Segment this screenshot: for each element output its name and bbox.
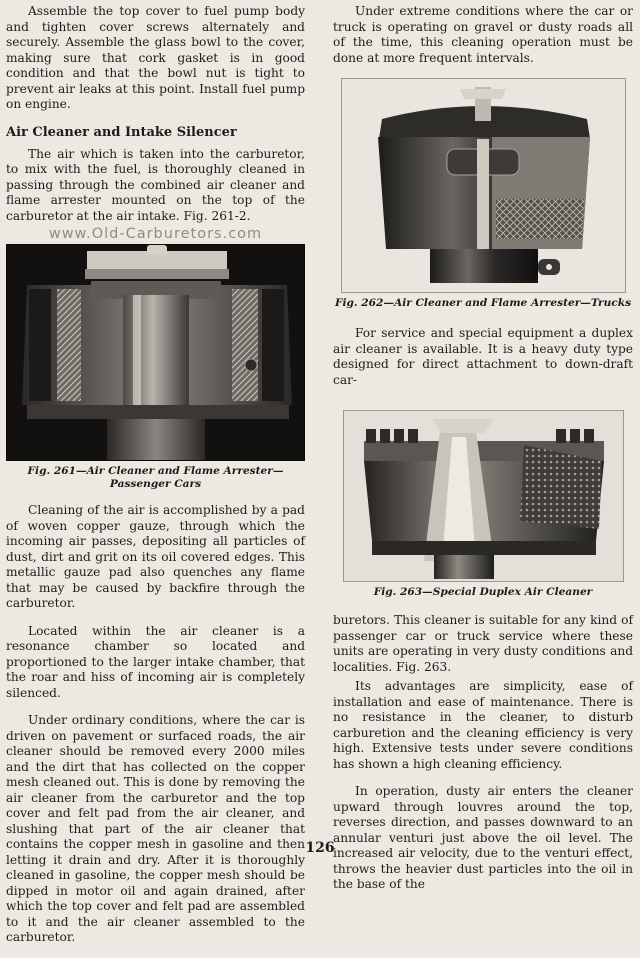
air-cleaner-truck-illustration (342, 79, 625, 292)
paragraph-advantages: Its advantages are simplicity, ease of installation and ease of maintenance. There is no resistance in the cleaner, to disturb carburetion and the cleaning efficiency is very high. Extensive tests under severe conditions has shown a high cleaning efficiency. (333, 679, 633, 771)
paragraph-duplex-intro: For service and special equipment a duplex air cleaner is available. It is a heavy duty type designed for direct attachment to down-draft car- (333, 326, 633, 387)
paragraph-buretors-continued: buretors. This cleaner is suitable for any kind of passenger car or truck service where these units are operating in very dusty conditions and localities. Fig. 263. (333, 613, 633, 674)
paragraph-resonance-chamber: Located within the air cleaner is a resonance chamber so located and proportioned to the larger intake chamber, that the roar and hiss of incoming air is completely silenced. (6, 623, 305, 700)
figure-263-image (343, 410, 624, 582)
left-column (6, 4, 305, 958)
paragraph-air-intake: The air which is taken into the carburetor, to mix with the fuel, is thoroughly cleaned in passing through the combined air cleaner and flame arrester mounted on the top of the carburetor at the air intake. Fig. 261-2. (6, 146, 305, 223)
watermark-text: www.Old-Carburetors.com (48, 226, 263, 242)
figure-263-caption: Fig. 263—Special Duplex Air Cleaner (373, 586, 593, 598)
duplex-air-cleaner-illustration (344, 411, 623, 581)
paragraph-copper-gauze: Cleaning of the air is accomplished by a pad of woven copper gauze, through which the incoming air passes, depositing all particles of dust, dirt and grit on its oil covered edges. This metallic gauze pad also quenches any flame that may be caused by backfire through the carburetor. (6, 503, 305, 610)
section-heading: Air Cleaner and Intake Silencer (6, 124, 237, 140)
page-number: 126 (305, 840, 335, 856)
figure-262-caption: Fig. 262—Air Cleaner and Flame Arrester—Trucks (334, 297, 632, 309)
figure-262-image (341, 78, 626, 293)
paragraph-fuel-pump-assembly: Assemble the top cover to fuel pump body and tighten cover screws alternately and securely. Assemble the glass bowl to the cover, making sure that cork gasket is in good condition and that the bowl nut is tight to prevent air leaks at this point. Install fuel pump on engine. (6, 4, 305, 111)
air-cleaner-passenger-illustration (7, 245, 304, 460)
figure-261-caption: Fig. 261—Air Cleaner and Flame Arrester—Passenger Cars (27, 465, 284, 490)
paragraph-extreme-conditions: Under extreme conditions where the car or truck is operating on gravel or dusty roads all of the time, this cleaning operation must be done at more frequent intervals. (333, 4, 633, 65)
right-column (333, 4, 633, 905)
paragraph-ordinary-conditions: Under ordinary conditions, where the car is driven on pavement or surfaced roads, the air cleaner should be removed every 2000 miles and the dirt that has collected on the copper mesh cleaned out. This is done by removing the air cleaner from the carburetor and the top cover and felt pad from the air cleaner, and slushing that part of the air cleaner that contains the copper mesh in gasoline and then letting it drain and dry. After it is thoroughly cleaned in gasoline, the copper mesh should be dipped in motor oil and again drained, after which the top cover and felt pad are assembled to it and the air cleaner assembled to the carburetor. (6, 713, 305, 944)
paragraph-operation: In operation, dusty air enters the cleaner upward through louvres around the top, reverses direction, and passes downward to an annular venturi just above the oil level. The increased air velocity, due to the venturi effect, throws the heavier dust particles into the oil in the base of the (333, 784, 633, 891)
figure-261-image (6, 244, 305, 461)
